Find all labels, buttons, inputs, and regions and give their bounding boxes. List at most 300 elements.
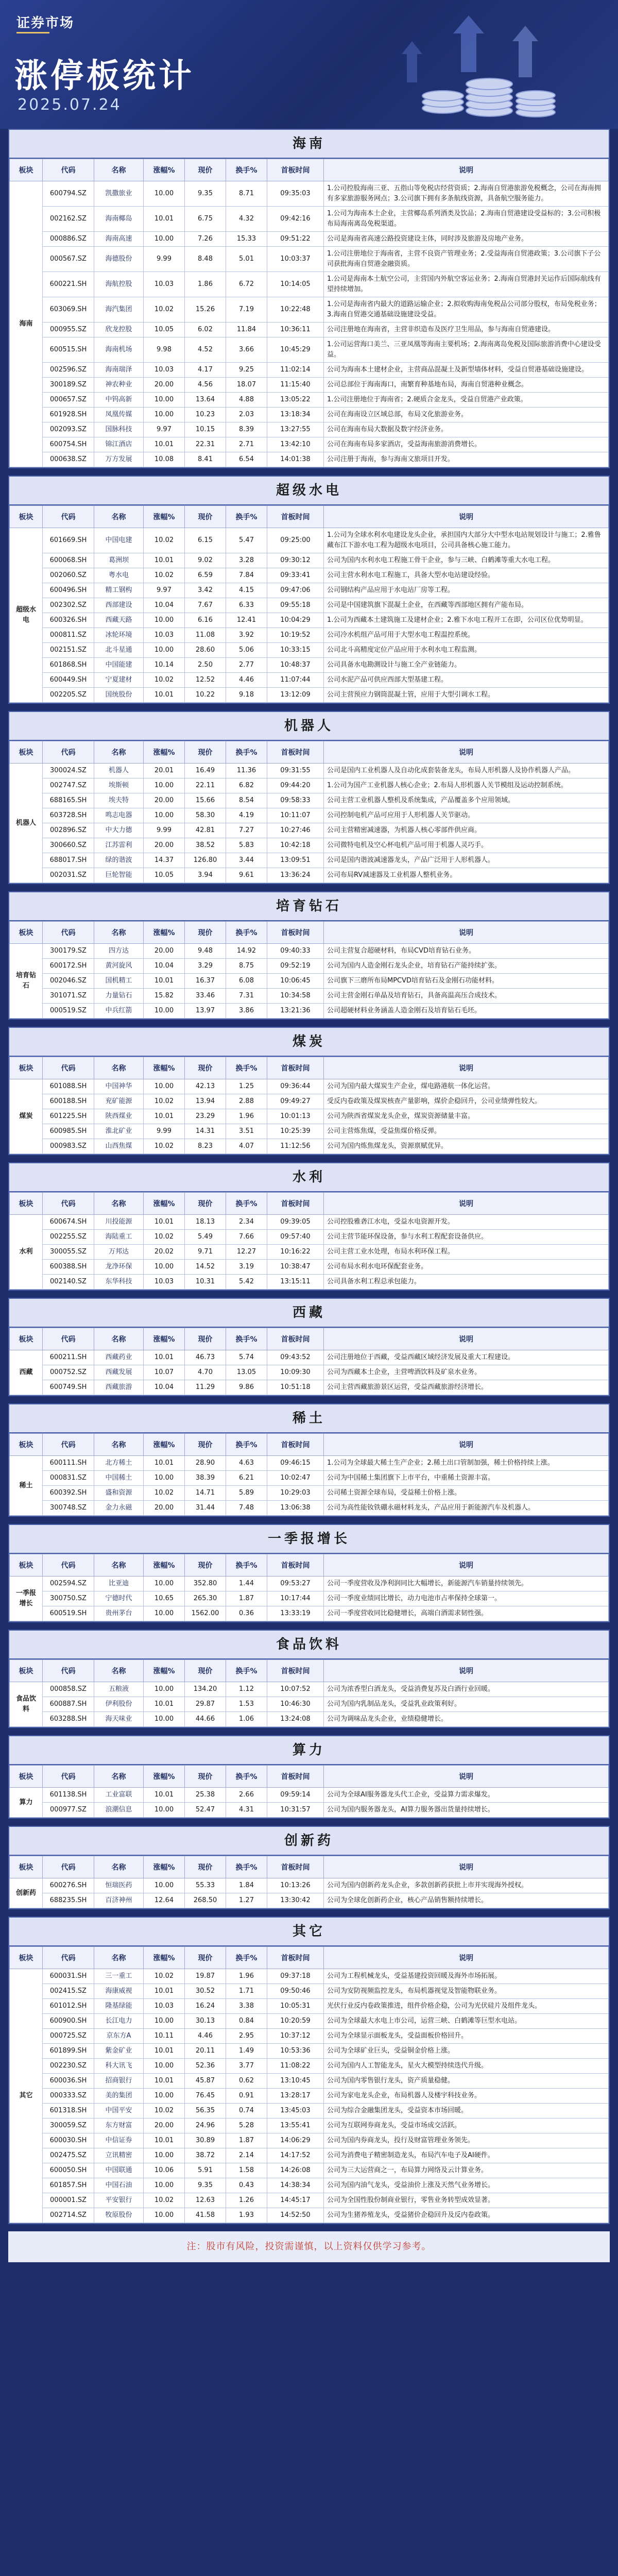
table-row bbox=[10, 297, 609, 323]
column-header: 代码 bbox=[43, 506, 94, 528]
cell-name: 宁德时代 bbox=[94, 1591, 144, 1606]
cell-pct: 20.01 bbox=[144, 764, 185, 778]
section-panel bbox=[8, 1524, 610, 1622]
cell-time: 10:07:52 bbox=[267, 1682, 324, 1697]
cell-name: 粤水电 bbox=[94, 568, 144, 583]
table-row bbox=[10, 1591, 609, 1606]
table-header-row bbox=[10, 1193, 609, 1215]
cell-pct: 10.03 bbox=[144, 628, 185, 643]
column-header: 现价 bbox=[185, 922, 226, 944]
cell-time: 13:05:22 bbox=[267, 393, 324, 408]
cell-name: 精工钢构 bbox=[94, 583, 144, 598]
cell-code: 601899.SH bbox=[43, 2044, 94, 2059]
cell-pct: 10.01 bbox=[144, 1109, 185, 1124]
cell-note: 公司为综合金融集团龙头，受益资本市场回暖。 bbox=[324, 2104, 609, 2119]
cell-note: 公司为安防视频监控龙头，布局机器视觉及智能物联业务。 bbox=[324, 1984, 609, 1999]
cell-code: 688017.SH bbox=[43, 853, 94, 868]
cell-name: 黄河旋风 bbox=[94, 959, 144, 974]
cell-note: 1.公司为海南本土企业，主营椰岛系列酒类及饮品；2.海南自贸港建设受益标的；3.公司积极布局海南离岛免税渠道。 bbox=[324, 207, 609, 232]
table-row bbox=[10, 1471, 609, 1486]
cell-time: 13:06:38 bbox=[267, 1501, 324, 1516]
table-row bbox=[10, 583, 609, 598]
cell-code: 600749.SH bbox=[43, 1380, 94, 1395]
column-header: 换手% bbox=[226, 1766, 267, 1788]
cell-note: 公司钢结构产品应用于水电站厂房等工程。 bbox=[324, 583, 609, 598]
sector-cell: 海南 bbox=[10, 181, 43, 467]
section-panel bbox=[8, 891, 610, 1020]
cell-price: 8.23 bbox=[185, 1139, 226, 1154]
section-title: 西藏 bbox=[9, 1299, 609, 1328]
cell-pct: 10.01 bbox=[144, 553, 185, 568]
column-header: 名称 bbox=[94, 159, 144, 181]
section-panel bbox=[8, 711, 610, 884]
column-header: 涨幅% bbox=[144, 1660, 185, 1682]
cell-time: 09:31:55 bbox=[267, 764, 324, 778]
cell-pct: 10.03 bbox=[144, 1275, 185, 1290]
column-header: 涨幅% bbox=[144, 1434, 185, 1456]
cell-pct: 10.00 bbox=[144, 1878, 185, 1893]
cell-pct: 10.65 bbox=[144, 1591, 185, 1606]
cell-time: 10:02:47 bbox=[267, 1471, 324, 1486]
cell-price: 11.08 bbox=[185, 628, 226, 643]
cell-name: 中兵红箭 bbox=[94, 1004, 144, 1019]
cell-note: 公司为全球化创新药企业，核心产品销售额持续增长。 bbox=[324, 1893, 609, 1908]
cell-code: 600326.SH bbox=[43, 613, 94, 628]
column-header: 说明 bbox=[324, 1660, 609, 1682]
cell-code: 600794.SZ bbox=[43, 181, 94, 207]
cell-turn: 4.46 bbox=[226, 673, 267, 688]
cell-note: 公司是国内工业机器人及自动化成套装备龙头，布局人形机器人及协作机器人产品。 bbox=[324, 764, 609, 778]
cell-code: 601225.SH bbox=[43, 1109, 94, 1124]
cell-code: 002060.SZ bbox=[43, 568, 94, 583]
cell-turn: 5.28 bbox=[226, 2119, 267, 2133]
cell-price: 41.58 bbox=[185, 2208, 226, 2223]
cell-pct: 10.08 bbox=[144, 452, 185, 467]
cell-name: 江苏雷利 bbox=[94, 838, 144, 853]
table-row bbox=[10, 1079, 609, 1094]
cell-note: 公司为国内水利水电工程施工骨干企业，参与三峡、白鹤滩等重大水电工程。 bbox=[324, 553, 609, 568]
cell-turn: 5.01 bbox=[226, 247, 267, 272]
column-header: 换手% bbox=[226, 1193, 267, 1215]
column-header: 换手% bbox=[226, 159, 267, 181]
column-header: 现价 bbox=[185, 1434, 226, 1456]
cell-pct: 10.00 bbox=[144, 2089, 185, 2104]
cell-price: 3.94 bbox=[185, 868, 226, 883]
cell-code: 600449.SH bbox=[43, 673, 94, 688]
cell-price: 30.52 bbox=[185, 1984, 226, 1999]
cell-pct: 10.00 bbox=[144, 1079, 185, 1094]
cell-price: 13.64 bbox=[185, 393, 226, 408]
cell-turn: 1.44 bbox=[226, 1577, 267, 1591]
column-header: 说明 bbox=[324, 1193, 609, 1215]
cell-name: 西藏发展 bbox=[94, 1365, 144, 1380]
column-header: 换手% bbox=[226, 741, 267, 764]
cell-time: 10:05:31 bbox=[267, 1999, 324, 2014]
cell-name: 东方财富 bbox=[94, 2119, 144, 2133]
cell-turn: 2.34 bbox=[226, 1215, 267, 1230]
cell-note: 1.公司为全球最大稀土生产企业；2.稀土出口管制加强，稀土价格持续上涨。 bbox=[324, 1456, 609, 1471]
cell-code: 002151.SZ bbox=[43, 643, 94, 658]
section-panel bbox=[8, 1826, 610, 1909]
table-row bbox=[10, 989, 609, 1004]
cell-name: 神农种业 bbox=[94, 378, 144, 393]
cell-turn: 1.06 bbox=[226, 1712, 267, 1727]
column-header: 首板时间 bbox=[267, 741, 324, 764]
cell-time: 09:52:19 bbox=[267, 959, 324, 974]
cell-code: 601868.SH bbox=[43, 658, 94, 673]
cell-price: 56.35 bbox=[185, 2104, 226, 2119]
column-header: 现价 bbox=[185, 159, 226, 181]
table-row bbox=[10, 2104, 609, 2119]
cell-price: 58.30 bbox=[185, 808, 226, 823]
cell-price: 55.33 bbox=[185, 1878, 226, 1893]
table-row bbox=[10, 2119, 609, 2133]
table-row bbox=[10, 2163, 609, 2178]
table-row bbox=[10, 838, 609, 853]
cell-note: 1.公司是海南省内最大的道路运输企业；2.拟收购海南免税品公司部分股权，布局免税业务；3.海南自贸港交通基础设施建设受益。 bbox=[324, 297, 609, 323]
cell-name: 埃斯顿 bbox=[94, 778, 144, 793]
cell-time: 10:22:48 bbox=[267, 297, 324, 323]
cell-time: 11:08:22 bbox=[267, 2059, 324, 2074]
cell-price: 22.31 bbox=[185, 437, 226, 452]
cell-code: 000725.SZ bbox=[43, 2029, 94, 2044]
table-row bbox=[10, 528, 609, 553]
cell-name: 五粮液 bbox=[94, 1682, 144, 1697]
cell-note: 公司主营金刚石单晶及培育钻石，具备高温高压合成技术。 bbox=[324, 989, 609, 1004]
table-row bbox=[10, 2193, 609, 2208]
cell-code: 000001.SZ bbox=[43, 2193, 94, 2208]
section-panel bbox=[8, 129, 610, 468]
cell-name: 葛洲坝 bbox=[94, 553, 144, 568]
cell-time: 10:20:59 bbox=[267, 2014, 324, 2029]
table-row bbox=[10, 181, 609, 207]
sector-cell: 培育钻石 bbox=[10, 944, 43, 1019]
cell-name: 欣龙控股 bbox=[94, 323, 144, 337]
cell-note: 公司为国内油气龙头，受益油价上涨及天然气业务增长。 bbox=[324, 2178, 609, 2193]
column-header: 说明 bbox=[324, 1766, 609, 1788]
cell-name: 伊利股份 bbox=[94, 1697, 144, 1712]
table-row bbox=[10, 1260, 609, 1275]
column-header: 现价 bbox=[185, 1766, 226, 1788]
table-row bbox=[10, 1456, 609, 1471]
limit-up-table bbox=[9, 1554, 609, 1621]
cell-name: 西部建设 bbox=[94, 598, 144, 613]
cell-code: 300055.SZ bbox=[43, 1245, 94, 1260]
table-row bbox=[10, 1682, 609, 1697]
cell-pct: 20.00 bbox=[144, 1501, 185, 1516]
cell-turn: 3.19 bbox=[226, 1260, 267, 1275]
column-header: 换手% bbox=[226, 1554, 267, 1577]
cell-turn: 2.66 bbox=[226, 1788, 267, 1803]
column-header: 现价 bbox=[185, 1660, 226, 1682]
table-row bbox=[10, 437, 609, 452]
cell-code: 601318.SH bbox=[43, 2104, 94, 2119]
cell-name: 中钨高新 bbox=[94, 393, 144, 408]
cell-turn: 0.36 bbox=[226, 1606, 267, 1621]
cell-time: 09:57:40 bbox=[267, 1230, 324, 1245]
cell-note: 公司为工程机械龙头，受益基建投资回暖及海外市场拓展。 bbox=[324, 1969, 609, 1984]
cell-time: 09:30:12 bbox=[267, 553, 324, 568]
column-header: 说明 bbox=[324, 506, 609, 528]
cell-pct: 10.02 bbox=[144, 528, 185, 553]
cell-code: 000831.SZ bbox=[43, 1471, 94, 1486]
table-header-row bbox=[10, 1434, 609, 1456]
table-row bbox=[10, 628, 609, 643]
cell-turn: 4.19 bbox=[226, 808, 267, 823]
cell-time: 09:44:20 bbox=[267, 778, 324, 793]
cell-price: 6.15 bbox=[185, 528, 226, 553]
cell-code: 603069.SH bbox=[43, 297, 94, 323]
column-header: 换手% bbox=[226, 1328, 267, 1350]
cell-time: 09:50:46 bbox=[267, 1984, 324, 1999]
cell-pct: 10.02 bbox=[144, 297, 185, 323]
section-panel bbox=[8, 1027, 610, 1155]
cell-time: 13:18:34 bbox=[267, 408, 324, 422]
column-header: 涨幅% bbox=[144, 1766, 185, 1788]
column-header: 说明 bbox=[324, 1434, 609, 1456]
cell-turn: 3.77 bbox=[226, 2059, 267, 2074]
column-header: 板块 bbox=[10, 1554, 43, 1577]
sector-cell: 机器人 bbox=[10, 764, 43, 883]
cell-price: 14.31 bbox=[185, 1124, 226, 1139]
cell-price: 10.22 bbox=[185, 688, 226, 703]
column-header: 代码 bbox=[43, 1328, 94, 1350]
cell-time: 09:35:03 bbox=[267, 181, 324, 207]
cell-turn: 3.44 bbox=[226, 853, 267, 868]
cell-time: 10:42:18 bbox=[267, 838, 324, 853]
cell-pct: 10.01 bbox=[144, 207, 185, 232]
column-header: 首板时间 bbox=[267, 1193, 324, 1215]
cell-turn: 1.96 bbox=[226, 1969, 267, 1984]
table-header-row bbox=[10, 1660, 609, 1682]
table-row bbox=[10, 1139, 609, 1154]
cell-code: 000886.SZ bbox=[43, 232, 94, 247]
column-header: 首板时间 bbox=[267, 922, 324, 944]
cell-note: 公司主营西藏旅游景区运营，受益西藏旅游经济增长。 bbox=[324, 1380, 609, 1395]
column-header: 代码 bbox=[43, 1660, 94, 1682]
cell-price: 265.30 bbox=[185, 1591, 226, 1606]
cell-pct: 10.00 bbox=[144, 393, 185, 408]
cell-pct: 20.00 bbox=[144, 2119, 185, 2133]
cell-time: 10:37:12 bbox=[267, 2029, 324, 2044]
sector-cell: 食品饮料 bbox=[10, 1682, 43, 1727]
table-row bbox=[10, 2044, 609, 2059]
cell-name: 龙净环保 bbox=[94, 1260, 144, 1275]
cell-turn: 2.14 bbox=[226, 2148, 267, 2163]
cell-price: 6.75 bbox=[185, 207, 226, 232]
cell-time: 13:42:10 bbox=[267, 437, 324, 452]
cell-pct: 10.01 bbox=[144, 1215, 185, 1230]
cell-name: 海南瑞泽 bbox=[94, 363, 144, 378]
cell-turn: 1.96 bbox=[226, 1109, 267, 1124]
table-row bbox=[10, 823, 609, 838]
cell-pct: 10.02 bbox=[144, 2193, 185, 2208]
cell-pct: 9.98 bbox=[144, 337, 185, 363]
cell-time: 10:16:22 bbox=[267, 1245, 324, 1260]
column-header: 说明 bbox=[324, 1554, 609, 1577]
table-row bbox=[10, 1969, 609, 1984]
cell-code: 600030.SH bbox=[43, 2133, 94, 2148]
column-header: 换手% bbox=[226, 1856, 267, 1878]
cell-time: 13:10:45 bbox=[267, 2074, 324, 2089]
table-row bbox=[10, 422, 609, 437]
cell-name: 国统股份 bbox=[94, 688, 144, 703]
column-header: 说明 bbox=[324, 1328, 609, 1350]
sections-container bbox=[0, 129, 618, 2224]
cell-time: 10:03:37 bbox=[267, 247, 324, 272]
cell-turn: 5.42 bbox=[226, 1275, 267, 1290]
cell-turn: 2.88 bbox=[226, 1094, 267, 1109]
cell-pct: 20.02 bbox=[144, 1245, 185, 1260]
cell-name: 海天味业 bbox=[94, 1712, 144, 1727]
cell-price: 45.87 bbox=[185, 2074, 226, 2089]
cell-time: 13:15:11 bbox=[267, 1275, 324, 1290]
cell-note: 公司为生猪养殖龙头，受益猪价企稳回升及反内卷政策。 bbox=[324, 2208, 609, 2223]
cell-price: 29.87 bbox=[185, 1697, 226, 1712]
cell-code: 601928.SH bbox=[43, 408, 94, 422]
cell-pct: 10.00 bbox=[144, 2208, 185, 2223]
table-row bbox=[10, 247, 609, 272]
table-row bbox=[10, 568, 609, 583]
cell-note: 公司在海南布局多家酒店，受益海南旅游消费增长。 bbox=[324, 437, 609, 452]
page-title: 涨停板统计 bbox=[14, 57, 195, 95]
cell-price: 42.81 bbox=[185, 823, 226, 838]
cell-code: 601138.SH bbox=[43, 1788, 94, 1803]
cell-code: 600031.SH bbox=[43, 1969, 94, 1984]
table-header-row bbox=[10, 1856, 609, 1878]
cell-pct: 9.99 bbox=[144, 823, 185, 838]
cell-name: 中大力德 bbox=[94, 823, 144, 838]
brand-label: 证券市场 bbox=[16, 15, 75, 31]
cell-note: 公司冷水机组产品可用于大型水电工程温控系统。 bbox=[324, 628, 609, 643]
cell-note: 公司为国内服务器龙头，AI算力服务器出货量持续增长。 bbox=[324, 1803, 609, 1818]
cell-pct: 10.11 bbox=[144, 2029, 185, 2044]
cell-name: 盛和资源 bbox=[94, 1486, 144, 1501]
section-title: 创新药 bbox=[9, 1827, 609, 1856]
column-header: 首板时间 bbox=[267, 1057, 324, 1079]
cell-price: 4.52 bbox=[185, 337, 226, 363]
cell-time: 10:25:39 bbox=[267, 1124, 324, 1139]
column-header: 说明 bbox=[324, 922, 609, 944]
cell-turn: 0.43 bbox=[226, 2178, 267, 2193]
cell-name: 锦江酒店 bbox=[94, 437, 144, 452]
cell-pct: 10.01 bbox=[144, 2044, 185, 2059]
cell-pct: 14.37 bbox=[144, 853, 185, 868]
column-header: 现价 bbox=[185, 1328, 226, 1350]
cell-name: 国机精工 bbox=[94, 974, 144, 989]
cell-turn: 3.66 bbox=[226, 337, 267, 363]
cell-note: 公司为国内最大煤炭生产企业，煤电路港航一体化运营。 bbox=[324, 1079, 609, 1094]
cell-pct: 15.82 bbox=[144, 989, 185, 1004]
column-header: 名称 bbox=[94, 1193, 144, 1215]
column-header: 首板时间 bbox=[267, 1660, 324, 1682]
cell-note: 公司具备水电勘测设计与施工全产业链能力。 bbox=[324, 658, 609, 673]
cell-pct: 10.01 bbox=[144, 974, 185, 989]
table-row bbox=[10, 1350, 609, 1365]
column-header: 板块 bbox=[10, 1434, 43, 1456]
cell-note: 公司主营复合超硬材料，布局CVD培育钻石业务。 bbox=[324, 944, 609, 959]
cell-code: 601088.SH bbox=[43, 1079, 94, 1094]
cell-note: 公司为全球矿业巨头，受益铜金价格上涨。 bbox=[324, 2044, 609, 2059]
limit-up-table bbox=[9, 1433, 609, 1516]
cell-note: 公司水泥产品可供应西部大型基建工程。 bbox=[324, 673, 609, 688]
cell-pct: 10.01 bbox=[144, 1456, 185, 1471]
cell-name: 鸣志电器 bbox=[94, 808, 144, 823]
cell-turn: 1.27 bbox=[226, 1893, 267, 1908]
table-row bbox=[10, 793, 609, 808]
cell-time: 13:45:03 bbox=[267, 2104, 324, 2119]
table-row bbox=[10, 553, 609, 568]
cell-name: 牧原股份 bbox=[94, 2208, 144, 2223]
cell-name: 东华科技 bbox=[94, 1275, 144, 1290]
cell-price: 352.80 bbox=[185, 1577, 226, 1591]
cell-price: 9.71 bbox=[185, 1245, 226, 1260]
cell-time: 10:13:26 bbox=[267, 1878, 324, 1893]
cell-pct: 10.05 bbox=[144, 323, 185, 337]
cell-turn: 1.26 bbox=[226, 2193, 267, 2208]
cell-price: 12.63 bbox=[185, 2193, 226, 2208]
cell-name: 京东方A bbox=[94, 2029, 144, 2044]
column-header: 涨幅% bbox=[144, 1057, 185, 1079]
table-row bbox=[10, 1245, 609, 1260]
cell-time: 13:30:42 bbox=[267, 1893, 324, 1908]
cell-pct: 10.02 bbox=[144, 1139, 185, 1154]
table-row bbox=[10, 452, 609, 467]
cell-code: 600111.SH bbox=[43, 1456, 94, 1471]
table-row bbox=[10, 1124, 609, 1139]
cell-note: 1.公司运营海口美兰、三亚凤凰等海南主要机场；2.海南离岛免税及国际旅游消费中心建设受益。 bbox=[324, 337, 609, 363]
cell-price: 24.96 bbox=[185, 2119, 226, 2133]
cell-price: 23.29 bbox=[185, 1109, 226, 1124]
limit-up-table bbox=[9, 741, 609, 883]
cell-time: 10:45:29 bbox=[267, 337, 324, 363]
column-header: 换手% bbox=[226, 1947, 267, 1969]
section-title: 煤炭 bbox=[9, 1028, 609, 1057]
cell-name: 中国联通 bbox=[94, 2163, 144, 2178]
sector-cell: 超级水电 bbox=[10, 528, 43, 703]
cell-name: 恒瑞医药 bbox=[94, 1878, 144, 1893]
cell-note: 公司主营工业水处理，布局水利环保工程。 bbox=[324, 1245, 609, 1260]
cell-turn: 8.39 bbox=[226, 422, 267, 437]
cell-turn: 11.84 bbox=[226, 323, 267, 337]
cell-code: 600188.SH bbox=[43, 1094, 94, 1109]
table-row bbox=[10, 1094, 609, 1109]
cell-pct: 10.01 bbox=[144, 437, 185, 452]
sector-cell: 算力 bbox=[10, 1788, 43, 1818]
cell-price: 9.35 bbox=[185, 181, 226, 207]
cell-pct: 9.99 bbox=[144, 1124, 185, 1139]
cell-name: 比亚迪 bbox=[94, 1577, 144, 1591]
cell-name: 海康威视 bbox=[94, 1984, 144, 1999]
cell-price: 28.90 bbox=[185, 1456, 226, 1471]
table-row bbox=[10, 1577, 609, 1591]
cell-price: 11.29 bbox=[185, 1380, 226, 1395]
table-row bbox=[10, 808, 609, 823]
footer-disclaimer: 注：股市有风险，投资需谨慎，以上资料仅供学习参考。 bbox=[8, 2231, 610, 2262]
cell-price: 10.23 bbox=[185, 408, 226, 422]
column-header: 板块 bbox=[10, 159, 43, 181]
table-row bbox=[10, 613, 609, 628]
cell-note: 公司是中国建筑旗下混凝土企业，在西藏等西部地区拥有产能布局。 bbox=[324, 598, 609, 613]
cell-code: 601669.SH bbox=[43, 528, 94, 553]
table-row bbox=[10, 1712, 609, 1727]
cell-name: 国脉科技 bbox=[94, 422, 144, 437]
cell-note: 公司在海南设立区域总部，布局文化旅游业务。 bbox=[324, 408, 609, 422]
cell-turn: 1.84 bbox=[226, 1878, 267, 1893]
cell-note: 公司微特电机及空心杯电机产品可用于机器人灵巧手。 bbox=[324, 838, 609, 853]
column-header: 首板时间 bbox=[267, 1766, 324, 1788]
column-header: 现价 bbox=[185, 1947, 226, 1969]
